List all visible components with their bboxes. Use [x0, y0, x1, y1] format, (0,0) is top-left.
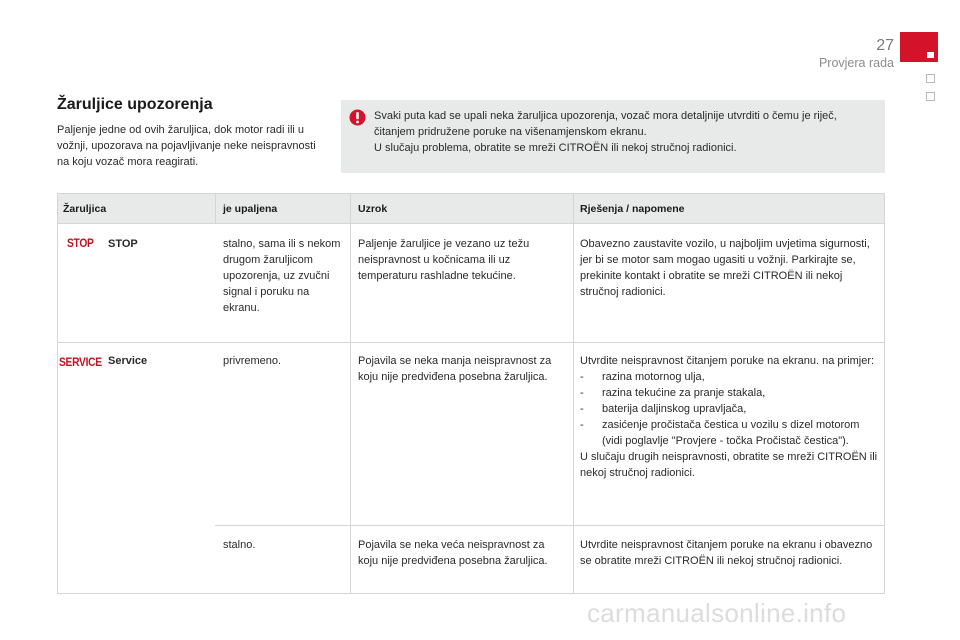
list-item: - zasićenje pročistača čestica u vozilu s dizel motorom (vidi poglavlje "Provjere - točka Pročistač čestica"). — [580, 417, 880, 449]
table-border-bottom — [57, 593, 885, 594]
table-border-left — [57, 224, 58, 594]
exclamation-warning-icon — [349, 109, 366, 126]
column-divider — [215, 193, 216, 224]
lamp-state: stalno, sama ili s nekom drugom žaruljicom upozorenja, uz zvučni signal i poruku na ekranu. — [223, 238, 341, 314]
list-item: - baterija daljinskog upravljača, — [580, 401, 880, 417]
lamp-cause: Paljenje žaruljice je vezano uz težu neispravnost u kočnicama ili uz temperaturu rashladne tekućine. — [358, 238, 530, 282]
lamp-state: privremeno. — [223, 355, 282, 367]
lamp-cause: Pojavila se neka manja neispravnost za koju nije predviđena posebna žaruljica. — [358, 355, 552, 383]
watermark: carmanualsonline.info — [587, 598, 847, 628]
list-item: - razina motornog ulja, — [580, 369, 880, 385]
stop-warning-lamp-icon: STOP — [67, 236, 94, 250]
warning-line-2: U slučaju problema, obratite se mreži CITROËN ili nekoj stručnoj radionici. — [374, 142, 737, 154]
solution-outro: U slučaju drugih neispravnosti, obratite se mreži CITROËN ili nekoj stručnoj radionici. — [580, 451, 878, 479]
chapter-nav-box[interactable] — [926, 92, 935, 101]
lamp-name: Service — [108, 355, 148, 367]
solution-list — [580, 369, 880, 449]
row-divider — [215, 525, 885, 526]
row-divider — [57, 342, 885, 343]
lamp-solution: Utvrdite neispravnost čitanjem poruke na ekranu i obavezno se obratite mreži CITROËN ili nekoj stručnoj radionici. — [580, 539, 873, 567]
section-intro: Paljenje jedne od ovih žaruljica, dok motor radi ili u vožnji, upozorava na pojavljivanje neke neispravnosti na koju vozač mora reagirati. — [57, 124, 316, 168]
column-header-state: je upaljena — [223, 203, 278, 215]
column-header-lamp: Žaruljica — [63, 203, 107, 215]
table-header — [57, 193, 885, 224]
column-divider — [350, 193, 351, 594]
section-label: Provjera rada — [818, 56, 894, 70]
chapter-nav-box[interactable] — [926, 74, 935, 83]
section-title: Žaruljice upozorenja — [57, 96, 213, 113]
table-border-right — [884, 224, 885, 594]
column-header-solution: Rješenja / napomene — [580, 203, 685, 215]
warning-line-1: Svaki puta kad se upali neka žaruljica upozorenja, vozač mora detaljnije utvrditi o čemu je riječ, čitanjem pridružene poruke na višenamjenskom ekranu. — [374, 110, 837, 138]
lamp-solution — [580, 353, 880, 481]
chapter-tab-mark — [927, 52, 934, 58]
lamp-state: stalno. — [223, 539, 256, 551]
warning-text — [374, 108, 874, 156]
service-warning-lamp-icon: SERVICE — [59, 355, 102, 369]
column-header-cause: Uzrok — [358, 203, 388, 215]
lamp-name: STOP — [108, 238, 138, 250]
column-divider — [573, 193, 574, 594]
solution-intro: Utvrdite neispravnost čitanjem poruke na ekranu. na primjer: — [580, 355, 875, 367]
page-number: 27 — [876, 37, 894, 54]
list-item: - razina tekućine za pranje stakala, — [580, 385, 880, 401]
lamp-cause: Pojavila se neka veća neispravnost za koju nije predviđena posebna žaruljica. — [358, 539, 548, 567]
lamp-solution: Obavezno zaustavite vozilo, u najboljim uvjetima sigurnosti, jer bi se motor sam mogao ugasiti u vožnji. Parkirajte se, prekinite kontakt i obratite se mreži CITROËN ili nekoj stručnoj radionici. — [580, 238, 870, 298]
